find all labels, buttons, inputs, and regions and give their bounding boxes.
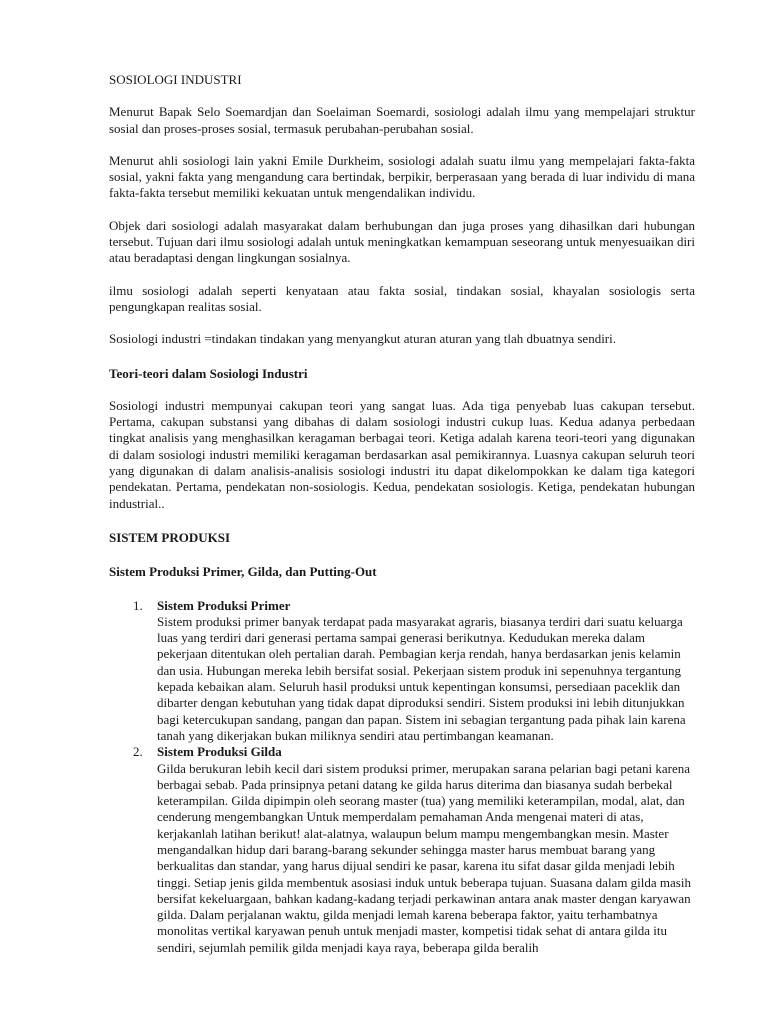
list-number: 2. xyxy=(133,744,143,760)
heading-theories: Teori-teori dalam Sosiologi Industri xyxy=(109,365,308,381)
paragraph-industrial-sociology-definition: Sosiologi industri =tindakan tindakan yang menyangkut aturan aturan yang tlah dbuatnya sendiri. xyxy=(109,331,616,347)
list-item-body: Sistem produksi primer banyak terdapat pada masyarakat agraris, biasanya terdiri dari suatu keluarga luas yang terdiri dari generasi pertama sampai generasi berikutnya. Kedudukan mereka dalam pekerjaan ditentukan oleh pertalian darah. Pembagian kerja rendah, hanya berdasarkan jenis kelamin dan usia. Hubungan mereka lebih bersifat sosial. Pekerjaan sistem produk ini sepenuhnya tergantung kepada kebaikan alam. Seluruh hasil produksi untuk kepentingan konsumsi, persediaan paceklik dan dibarter dengan kebutuhan yang tidak dapat diproduksi sendiri. Sistem produksi ini lebih ditunjukkan bagi ketercukupan sandang, pangan dan papan. Sistem ini sebagian tergantung pada pihak lain karena tanah yang dikerjakan bukan miliknya sendiri atau pertimbangan keamanan. xyxy=(157,613,686,743)
paragraph-scope-of-sociology: ilmu sosiologi adalah seperti kenyataan atau fakta sosial, tindakan sosial, khayalan sosiologis serta pengungkapan realitas sosial. xyxy=(109,282,695,314)
list-item-gilda-production xyxy=(109,744,695,956)
list-item-title: Sistem Produksi Gilda xyxy=(157,744,282,760)
paragraph-definition-durkheim: Menurut ahli sosiologi lain yakni Emile Durkheim, sosiologi adalah suatu ilmu yang mempelajari fakta-fakta sosial, yakni fakta yang mengandung cara bertindak, berpikir, berperasaan yang berada di luar individu di mana fakta-fakta tersebut memiliki kekuatan untuk mengendalikan individu. xyxy=(109,152,695,201)
list-item-body: Gilda berukuran lebih kecil dari sistem produksi primer, merupakan sarana pelarian bagi petani karena berbagai sebab. Pada prinsipnya petani datang ke gilda harus diterima dan biasanya sudah berbekal keterampilan. Gilda dipimpin oleh seorang master (tua) yang memiliki keterampilan, modal, alat, dan cenderung mengembangkan Untuk memperdalam pemahaman Anda mengenai materi di atas, kerjakanlah latihan berikut! alat-alatnya, walaupun belum mampu mengembangkan mesin. Master mengandalkan hidup dari barang-barang sekunder sehingga master harus membuat barang yang berkualitas dan standar, yang harus dijual sendiri ke pasar, karena itu sifat dasar gilda menjadi lebih tinggi. Setiap jenis gilda membentuk asosiasi induk untuk beberapa tujuan. Suasana dalam gilda masih bersifat kekeluargaan, bahkan kadang-kadang terjadi perkawinan antara anak master dengan karyawan gilda. Dalam perjalanan waktu, gilda menjadi lemah karena beberapa faktor, yaitu terhambatnya monolitas vertikal karyawan penuh untuk menjadi master, kompetisi tidak sehat di antara gilda itu sendiri, sejumlah pemilik gilda menjadi kaya raya, beberapa gilda beralih xyxy=(157,760,691,955)
list-number: 1. xyxy=(133,597,143,613)
document-title: SOSIOLOGI INDUSTRI xyxy=(109,72,242,87)
list-item-title: Sistem Produksi Primer xyxy=(157,597,291,613)
paragraph-object-of-sociology: Objek dari sosiologi adalah masyarakat dalam berhubungan dan juga proses yang dihasilkan dari hubungan tersebut. Tujuan dari ilmu sosiologi adalah untuk meningkatkan kemampuan seseorang untuk menyesuaikan diri atau beradaptasi dengan lingkungan sosialnya. xyxy=(109,217,695,266)
paragraph-definition-soemardjan: Menurut Bapak Selo Soemardjan dan Soelaiman Soemardi, sosiologi adalah ilmu yang mempelajari struktur sosial dan proses-proses sosial, termasuk perubahan-perubahan sosial. xyxy=(109,104,695,136)
production-system-list xyxy=(109,598,695,957)
list-item-primary-production xyxy=(109,598,695,745)
heading-production-system: SISTEM PRODUKSI xyxy=(109,529,230,545)
paragraph-theories: Sosiologi industri mempunyai cakupan teori yang sangat luas. Ada tiga penyebab luas cakupan tersebut. Pertama, cakupan substansi yang dibahas di dalam sosiologi industri cukup luas. Kedua adanya perbedaan tingkat analisis yang menghasilkan keragaman berbagai teori. Ketiga adalah karena teori-teori yang digunakan di dalam sosiologi industri memiliki keragaman berdasarkan asal pemikirannya. Luasnya cakupan seluruh teori yang digunakan di dalam analisis-analisis sosiologi industri itu dapat dikelompokkan ke dalam tiga kategori pendekatan. Pertama, pendekatan non-sosiologis. Kedua, pendekatan sosiologis. Ketiga, pendekatan hubungan industrial.. xyxy=(109,397,695,511)
subheading-production-types: Sistem Produksi Primer, Gilda, dan Putting-Out xyxy=(109,564,377,580)
document-content xyxy=(109,72,695,956)
